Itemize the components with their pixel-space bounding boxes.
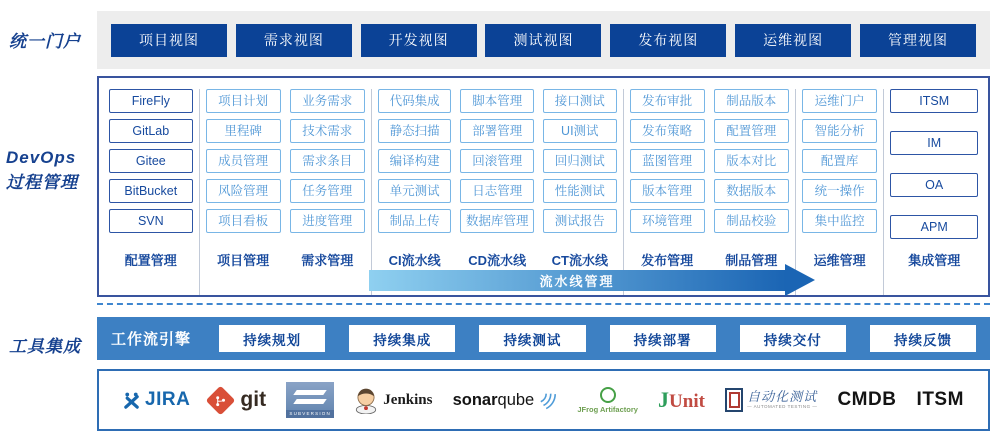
automated-testing-title: 自动化测试 (747, 389, 818, 405)
feature-chip: 智能分析 (802, 119, 878, 143)
feature-chip: 版本管理 (630, 179, 705, 203)
tool-logos-panel (97, 369, 990, 431)
stage-continuous-deployment: 持续部署 (610, 325, 716, 352)
feature-chip: 发布审批 (630, 89, 705, 113)
column-label: 发布管理 (641, 253, 694, 268)
stage-continuous-testing: 持续测试 (479, 325, 585, 352)
feature-chip: 脚本管理 (460, 89, 534, 113)
feature-chip: UI测试 (543, 119, 617, 143)
column-requirement-mgmt (290, 89, 365, 295)
stage-continuous-planning: 持续规划 (219, 325, 325, 352)
feature-chip: SVN (109, 209, 193, 233)
logo-sonarqube (453, 390, 558, 410)
view-btn-release: 发布视图 (610, 24, 726, 57)
column-label: 运维管理 (813, 253, 866, 268)
column-label: 项目管理 (217, 253, 270, 268)
feature-chip: 部署管理 (460, 119, 534, 143)
stage-continuous-delivery: 持续交付 (740, 325, 846, 352)
logo-jira (123, 389, 190, 411)
subversion-label: SUBVERSION (286, 410, 334, 418)
feature-chip: 制品版本 (714, 89, 789, 113)
feature-chip: 环境管理 (630, 209, 705, 233)
section-label-tool-integration: 工具集成 (9, 337, 81, 356)
feature-chip: 集中监控 (802, 209, 878, 233)
feature-chip: 制品上传 (378, 209, 452, 233)
feature-chip: ITSM (890, 89, 978, 113)
logo-cmdb: CMDB (837, 389, 897, 410)
column-label: 制品管理 (725, 253, 778, 268)
column-config-mgmt (109, 89, 193, 295)
column-label: 需求管理 (301, 253, 354, 268)
git-icon (206, 385, 236, 415)
group-config (103, 89, 199, 295)
feature-chip: 接口测试 (543, 89, 617, 113)
feature-chip: 技术需求 (290, 119, 365, 143)
pipeline-arrow-label: 流水线管理 (369, 270, 785, 291)
logo-git (210, 388, 266, 412)
column-integration-mgmt (890, 89, 978, 295)
devops-label-line2: 过程管理 (6, 172, 78, 192)
column-project-mgmt (206, 89, 281, 295)
automated-testing-caption: — AUTOMATED TESTING — (747, 403, 818, 409)
feature-chip: FireFly (109, 89, 193, 113)
column-label: CT流水线 (551, 253, 608, 268)
feature-chip: 配置库 (802, 149, 878, 173)
process-management-panel (97, 76, 990, 297)
group-integration (883, 89, 984, 295)
feature-chip: 制品校验 (714, 209, 789, 233)
section-label-unified-portal: 统一门户 (9, 32, 81, 51)
feature-chip: 版本对比 (714, 149, 789, 173)
feature-chip: 项目计划 (206, 89, 281, 113)
git-label: git (240, 388, 267, 411)
automated-testing-icon-inner (729, 392, 740, 408)
feature-chip: 数据版本 (714, 179, 789, 203)
feature-chip: 静态扫描 (378, 119, 452, 143)
jfrog-icon (600, 387, 616, 403)
logo-automated-testing (725, 388, 817, 412)
sonarqube-label-light: qube (497, 390, 535, 409)
section-label-devops-process (6, 146, 78, 195)
jira-icon (123, 392, 140, 409)
feature-chip: 回归测试 (543, 149, 617, 173)
stage-continuous-feedback: 持续反馈 (870, 325, 976, 352)
view-btn-mgmt: 管理视图 (860, 24, 976, 57)
feature-chip: 性能测试 (543, 179, 617, 203)
feature-chip: IM (890, 131, 978, 155)
feature-chip: Gitee (109, 149, 193, 173)
feature-chip: 业务需求 (290, 89, 365, 113)
group-project-requirement (199, 89, 371, 295)
column-label: 配置管理 (124, 253, 177, 268)
jenkins-label: Jenkins (383, 391, 433, 408)
feature-chip: 成员管理 (206, 149, 281, 173)
logo-junit (658, 387, 705, 413)
automated-testing-icon (725, 388, 743, 412)
feature-chip: 里程碑 (206, 119, 281, 143)
feature-chip: BitBucket (109, 179, 193, 203)
subversion-slash (293, 390, 327, 395)
feature-chip: 配置管理 (714, 119, 789, 143)
feature-chip: OA (890, 173, 978, 197)
junit-label-unit: Unit (669, 391, 705, 412)
jfrog-label: JFrog Artifactory (577, 404, 638, 414)
feature-chip: 需求条目 (290, 149, 365, 173)
feature-chip: GitLab (109, 119, 193, 143)
feature-chip: 运维门户 (802, 89, 878, 113)
logo-jfrog-artifactory (577, 387, 638, 414)
view-bar (97, 11, 990, 69)
feature-chip: 发布策略 (630, 119, 705, 143)
feature-chip: 日志管理 (460, 179, 534, 203)
feature-chip: 测试报告 (543, 209, 617, 233)
sonar-waves-icon (539, 390, 557, 410)
column-label: CI流水线 (388, 253, 441, 268)
feature-chip: 风险管理 (206, 179, 281, 203)
jira-label: JIRA (145, 389, 191, 410)
feature-chip: APM (890, 215, 978, 239)
column-label: CD流水线 (468, 253, 527, 268)
feature-chip: 蓝图管理 (630, 149, 705, 173)
workflow-engine-label: 工作流引擎 (111, 331, 192, 348)
view-btn-project: 项目视图 (111, 24, 227, 57)
feature-chip: 单元测试 (378, 179, 452, 203)
view-btn-test: 测试视图 (485, 24, 601, 57)
dashed-divider (97, 303, 990, 305)
logo-itsm: ITSM (916, 389, 964, 410)
feature-chip: 统一操作 (802, 179, 878, 203)
view-btn-ops: 运维视图 (735, 24, 851, 57)
feature-chip: 任务管理 (290, 179, 365, 203)
feature-chip: 数据库管理 (460, 209, 534, 233)
stage-continuous-integration: 持续集成 (349, 325, 455, 352)
feature-chip: 进度管理 (290, 209, 365, 233)
view-btn-dev: 开发视图 (361, 24, 477, 57)
subversion-icon (286, 382, 334, 418)
view-btn-requirement: 需求视图 (236, 24, 352, 57)
feature-chip: 代码集成 (378, 89, 452, 113)
feature-chip: 回滚管理 (460, 149, 534, 173)
feature-chip: 编译构建 (378, 149, 452, 173)
subversion-slash (293, 399, 327, 404)
logo-jenkins (354, 386, 432, 414)
pipeline-management-arrow (369, 264, 815, 296)
column-label: 集成管理 (908, 253, 961, 268)
feature-chip: 项目看板 (206, 209, 281, 233)
jenkins-icon (354, 386, 378, 414)
junit-label-j: J (658, 387, 670, 412)
arrow-head-icon (785, 264, 815, 296)
sonarqube-label-bold: sonar (452, 390, 498, 409)
workflow-engine-bar (97, 317, 990, 360)
devops-label-line1: DevOps (6, 148, 77, 167)
